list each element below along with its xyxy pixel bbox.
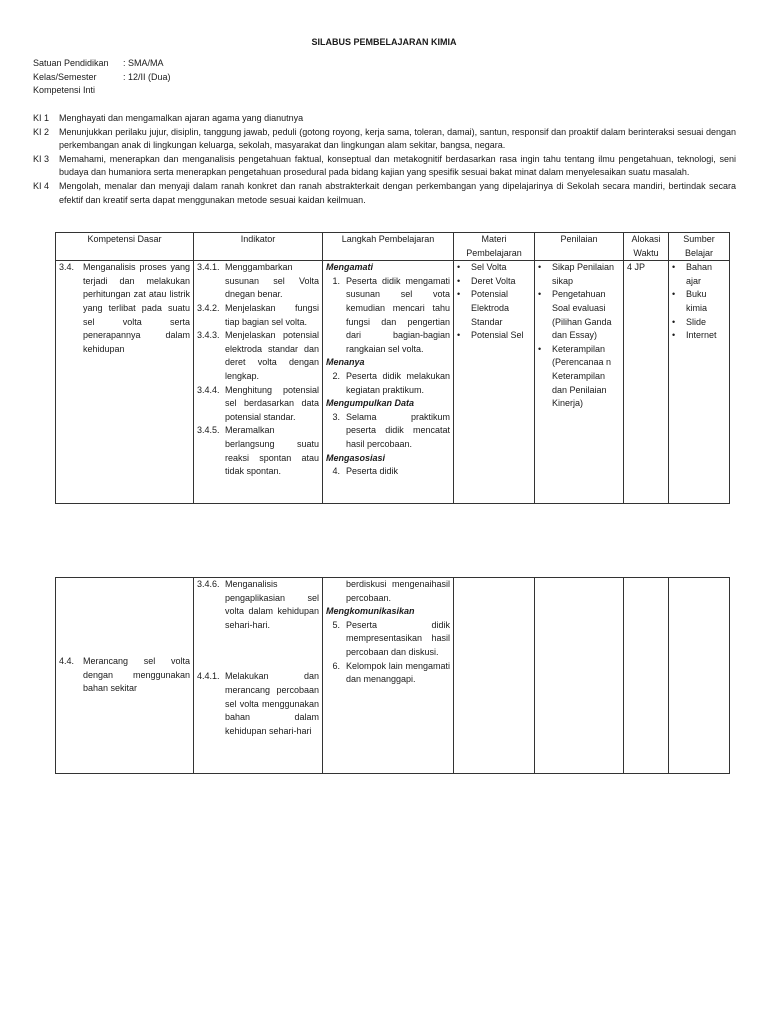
header-sumber: Sumber Belajar: [669, 233, 730, 261]
indikator-item: [197, 424, 319, 478]
sumber-cell: [669, 578, 730, 774]
materi-item: [457, 275, 531, 289]
langkah-section-heading: Mengkomunikasikan: [326, 606, 415, 617]
indikator-item: [197, 670, 319, 738]
langkah-section-heading: Mengasosiasi: [326, 452, 386, 463]
indikator-text: Menjelaskan potensial elektroda standar dan deret volta dengan lengkap.: [225, 330, 319, 381]
bullet-icon: •: [457, 289, 461, 300]
penilaian-text: Keterampilan (Perencanaa n Keterampilan dan Penilaian Kinerja): [552, 343, 612, 409]
meta-label: Satuan Pendidikan: [33, 58, 109, 68]
sumber-text: Buku kimia: [686, 289, 708, 313]
step-text: Peserta didik mempresentasikan hasil percobaan dan diskusi.: [346, 619, 450, 657]
indikator-cell: [194, 261, 323, 504]
alokasi-cell: [624, 578, 669, 774]
header-penilaian: Penilaian: [535, 233, 624, 261]
step-text: Peserta didik melakukan kegiatan praktikum.: [346, 370, 450, 395]
indikator-item: [197, 261, 319, 302]
langkah-section-heading: Mengumpulkan Data: [326, 398, 415, 409]
step-number: 5.: [332, 619, 340, 630]
header-kompetensi-dasar: Kompetensi Dasar: [56, 233, 194, 261]
kd-entry: [59, 261, 190, 356]
step-text: Kelompok lain mengamati dan menanggapi.: [346, 660, 450, 685]
indikator-spacer: [197, 632, 319, 670]
sumber-item: [672, 329, 726, 343]
langkah-step: [326, 411, 450, 452]
step-text: Peserta didik: [346, 466, 399, 477]
indikator-item: [197, 578, 319, 632]
bullet-icon: •: [457, 330, 461, 341]
step-text: berdiskusi mengenaihasil percobaan.: [346, 579, 450, 603]
sumber-cell: [669, 261, 730, 504]
meta-row-satuan: [33, 57, 171, 71]
materi-text: Potensial Elektroda Standar: [471, 289, 510, 327]
step-number: 6.: [332, 660, 340, 671]
indikator-number: 3.4.6.: [197, 579, 220, 589]
bullet-icon: •: [457, 262, 461, 273]
step-text: Selama praktikum peserta didik mencatat hasil percobaan.: [346, 411, 450, 449]
kompetensi-inti-list: [33, 112, 736, 207]
penilaian-item: [538, 343, 620, 411]
table-header-row: [56, 233, 730, 261]
sumber-item: [672, 261, 726, 288]
table-row: [56, 578, 730, 774]
ki-code: KI 1: [33, 113, 50, 123]
step-number: 3.: [332, 411, 340, 422]
indikator-text: Menghitung potensial sel berdasarkan data potensial standar.: [225, 384, 319, 422]
langkah-step: [326, 275, 450, 357]
indikator-text: Meramalkan berlangsung suatu reaksi spontan atau tidak spontan.: [225, 425, 319, 477]
ki-item: [33, 112, 736, 126]
document-title: SILABUS PEMBELAJARAN KIMIA: [311, 37, 457, 47]
indikator-number: 3.4.4.: [197, 384, 220, 395]
bullet-icon: •: [538, 289, 542, 300]
penilaian-text: Pengetahuan Soal evaluasi (Pilihan Ganda dan Essay): [552, 289, 612, 341]
indikator-text: Menjelaskan fungsi tiap bagian sel volta.: [225, 302, 319, 327]
step-number: 4.: [332, 466, 340, 477]
langkah-step: [326, 619, 450, 660]
indikator-number: 3.4.1.: [197, 262, 220, 273]
materi-text: Potensial Sel: [471, 330, 524, 341]
bullet-icon: •: [538, 262, 542, 273]
materi-text: Sel Volta: [471, 262, 507, 273]
materi-item: [457, 261, 531, 275]
header-materi: Materi Pembelajaran: [454, 233, 535, 261]
kd-cell: [56, 261, 194, 504]
indikator-number: 3.4.3.: [197, 330, 220, 341]
indikator-item: [197, 302, 319, 329]
kd-cell: [56, 578, 194, 774]
materi-text: Deret Volta: [471, 275, 516, 286]
ki-text: Menunjukkan perilaku jujur, disiplin, tanggung jawab, peduli (gotong royong, kerja sama, toleran, damai), santun, responsif dan proaktif dalam berinteraksi sesuai dengan perkembangan anak di lingkungan keluarga, sekolah, masyarakat dan lingkungan alam sekitar, bangsa, negara.: [59, 126, 736, 151]
indikator-number: 3.4.5.: [197, 425, 220, 436]
sumber-item: [672, 316, 726, 330]
step-text: Peserta didik mengamati susunan sel vota kemudian mencari tahu fungsi dan pengertian dari bagian-bagian rangkaian sel volta.: [346, 275, 450, 354]
meta-row-ki: [33, 84, 171, 98]
sumber-text: Bahan ajar: [686, 262, 713, 286]
bullet-icon: •: [538, 343, 542, 354]
ki-item: [33, 180, 736, 207]
langkah-section-heading: Menanya: [326, 357, 365, 368]
sumber-text: Internet: [686, 330, 717, 341]
bullet-icon: •: [672, 262, 676, 273]
indikator-cell: [194, 578, 323, 774]
step-number: 2.: [332, 370, 340, 381]
langkah-step: [326, 660, 450, 687]
bullet-icon: •: [672, 316, 676, 327]
langkah-cell: [323, 578, 454, 774]
header-alokasi: Alokasi Waktu: [624, 233, 669, 261]
meta-value: : SMA/MA: [123, 58, 164, 68]
kd-text: Menganalisis proses yang terjadi dan melakukan perhitungan zat atau listrik yang terlibat pada suatu sel volta serta penerapannya dalam kehidupan: [83, 262, 190, 354]
step-number: 1.: [332, 275, 340, 286]
kd-entry: [59, 655, 190, 696]
identity-block: [33, 57, 171, 98]
ki-text: Menghayati dan mengamalkan ajaran agama yang dianutnya: [59, 113, 304, 123]
indikator-item: [197, 384, 319, 425]
header-langkah: Langkah Pembelajaran: [323, 233, 454, 261]
ki-code: KI 2: [33, 126, 50, 137]
sumber-text: Slide: [686, 316, 707, 327]
ki-text: Mengolah, menalar dan menyaji dalam ranah konkret dan ranah abstrakterkait dengan perkembangan yang dipelajarinya di Sekolah secara mandiri, bertindak secara efektif dan kreatif serta dapat menggunakan metode sesuai kaidan keilmuan.: [59, 180, 736, 205]
indikator-number: 4.4.1.: [197, 671, 220, 682]
penilaian-cell: [535, 261, 624, 504]
materi-item: [457, 329, 531, 343]
header-indikator: Indikator: [194, 233, 323, 261]
penilaian-cell: [535, 578, 624, 774]
materi-cell: [454, 261, 535, 504]
langkah-step: [326, 465, 450, 479]
materi-cell: [454, 578, 535, 774]
syllabus-table-page1: [55, 232, 730, 504]
meta-label: Kompetensi Inti: [33, 85, 96, 96]
kd-number: 4.4.: [59, 656, 75, 667]
indikator-text: Menggambarkan susunan sel Volta dnegan benar.: [225, 262, 319, 300]
alokasi-cell: 4 JP: [624, 261, 669, 504]
meta-label: Kelas/Semester: [33, 71, 97, 82]
materi-item: [457, 288, 531, 329]
langkah-section-heading: Mengamati: [326, 262, 374, 273]
penilaian-item: [538, 288, 620, 342]
langkah-step-continued: [326, 578, 450, 605]
kd-text: Merancang sel volta dengan menggunakan bahan sekitar: [83, 656, 190, 694]
ki-item: [33, 126, 736, 153]
ki-item: [33, 153, 736, 180]
langkah-step: [326, 370, 450, 397]
indikator-text: Menganalisis pengaplikasian sel volta dalam kehidupan sehari-hari.: [225, 579, 319, 630]
bullet-icon: •: [457, 275, 461, 286]
penilaian-item: [538, 261, 620, 288]
indikator-item: [197, 329, 319, 383]
ki-code: KI 4: [33, 180, 50, 191]
meta-row-kelas: [33, 71, 171, 85]
table-row: [56, 261, 730, 504]
meta-value: : 12/II (Dua): [123, 71, 171, 82]
kd-number: 3.4.: [59, 262, 75, 273]
indikator-number: 3.4.2.: [197, 302, 220, 313]
ki-text: Memahami, menerapkan dan menganalisis pengetahuan faktual, konseptual dan metakognitif berdasarkan rasa ingin tahu tentang ilmu pengetahuan, teknologi, seni budaya dan humaniora serta menerapkan pengetahuan prosedural pada bidang kajian yang spesifik sesuai bakat minat dalam menyelesaikan suatu masalah.: [59, 153, 736, 178]
ki-code: KI 3: [33, 153, 50, 164]
bullet-icon: •: [672, 330, 676, 341]
indikator-text: Melakukan dan merancang percobaan sel volta menggunakan bahan dalam kehidupan sehari-hari: [225, 671, 319, 736]
sumber-item: [672, 288, 726, 315]
syllabus-table-page2: [55, 577, 730, 774]
langkah-cell: [323, 261, 454, 504]
bullet-icon: •: [672, 289, 676, 300]
penilaian-text: Sikap Penilaian sikap: [552, 262, 615, 286]
